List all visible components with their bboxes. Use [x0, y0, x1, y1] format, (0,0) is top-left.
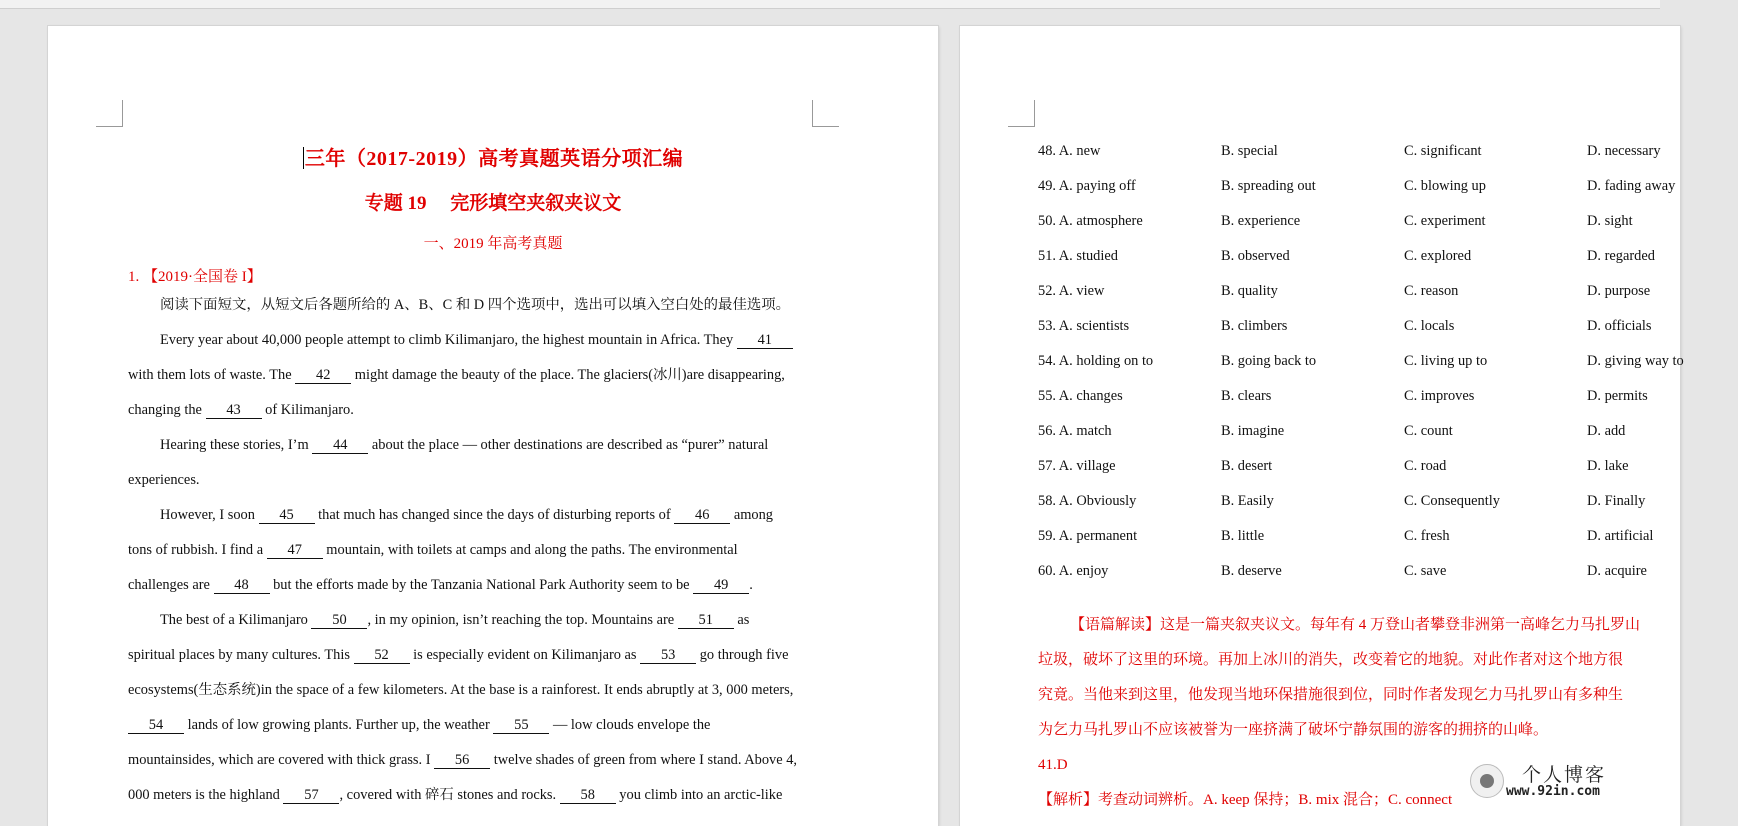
passage-text: experiences.	[128, 472, 200, 488]
passage-text: , in my opinion, isn’t reaching the top. Mountains are	[367, 612, 678, 628]
blank-41: 41	[737, 332, 793, 349]
passage-line	[128, 603, 828, 638]
passage-line	[128, 358, 828, 393]
passage-line	[128, 428, 828, 463]
option-a: 53. A. scientists	[1038, 318, 1130, 334]
watermark-url: www.92in.com	[1506, 784, 1600, 799]
passage-line	[128, 393, 828, 428]
passage-text: might damage the beauty of the place. The glaciers(冰川)are disappearing,	[351, 367, 785, 383]
passage-text: — low clouds envelope the	[549, 717, 711, 733]
passage-text: go through five	[696, 647, 789, 663]
option-c: C. living up to	[1404, 353, 1488, 369]
blank-43: 43	[206, 402, 262, 419]
options-table	[1038, 134, 1738, 589]
blank-53: 53	[640, 647, 696, 664]
option-c: C. experiment	[1404, 213, 1486, 229]
passage-line	[128, 673, 828, 708]
passage-text: changing the	[128, 402, 206, 418]
option-a: 50. A. atmosphere	[1038, 213, 1143, 229]
option-a: 58. A. Obviously	[1038, 493, 1137, 509]
blank-42: 42	[295, 367, 351, 384]
option-row	[1038, 344, 1738, 379]
passage-text: The best of a Kilimanjaro	[160, 612, 312, 628]
watermark-title: 个人博客	[1522, 764, 1607, 786]
question-label: 1. 【2019·全国卷 I】	[128, 269, 262, 285]
option-d: D. officials	[1587, 318, 1652, 334]
section-title: 一、2019 年高考真题	[423, 236, 563, 252]
option-b: B. spreading out	[1221, 178, 1316, 194]
option-row	[1038, 134, 1738, 169]
option-row	[1038, 274, 1738, 309]
option-c: C. reason	[1404, 283, 1459, 299]
blank-45: 45	[259, 507, 315, 524]
passage-text: about the place — other destinations are described as “purer” natural	[368, 437, 769, 453]
margin-mark-top-left	[1008, 100, 1035, 127]
blank-52: 52	[354, 647, 410, 664]
option-c: C. explored	[1404, 248, 1472, 264]
option-a: 52. A. view	[1038, 283, 1105, 299]
option-a: 54. A. holding on to	[1038, 353, 1154, 369]
option-row	[1038, 309, 1738, 344]
passage-line	[128, 778, 828, 813]
option-c: C. save	[1404, 563, 1447, 579]
option-row	[1038, 414, 1738, 449]
passage-text: that much has changed since the days of disturbing reports of	[314, 507, 675, 523]
passage-text: but the efforts made by the Tanzania National Park Authority seem to be	[269, 577, 694, 593]
passage-text: among	[730, 507, 773, 523]
passage-text: with them lots of waste. The	[128, 367, 296, 383]
passage-line	[128, 568, 828, 603]
passage-line	[128, 323, 828, 358]
option-d: D. regarded	[1587, 248, 1655, 264]
option-b: B. experience	[1221, 213, 1301, 229]
option-row	[1038, 239, 1738, 274]
topic-title: 专题 19 完形填空夹叙夹议文	[364, 193, 622, 214]
analysis-line: 垃圾，破坏了这里的环境。再加上冰川的消失，改变着它的地貌。对此作者对这个地方很	[1038, 652, 1624, 668]
option-b: B. little	[1221, 528, 1265, 544]
passage-text: spiritual places by many cultures. This	[128, 647, 354, 663]
blank-57: 57	[283, 787, 339, 804]
option-c: C. road	[1404, 458, 1447, 474]
analysis-line: 为乞力马扎罗山不应该被誉为一座挤满了破坏宁静氛围的游客的拥挤的山峰。	[1038, 722, 1549, 738]
passage-text: ecosystems(生态系统)in the space of a few kilometers. At the base is a rainforest. It ends abruptly at 3, 000 meters,	[128, 682, 794, 698]
blank-50: 50	[311, 612, 367, 629]
option-d: D. giving way to	[1587, 353, 1684, 369]
document-title-text: 三年（2017-2019）高考真题英语分项汇编	[304, 148, 684, 170]
blank-54: 54	[128, 717, 184, 734]
passage-text: .	[749, 577, 753, 593]
margin-mark-top-right	[812, 100, 839, 127]
blank-49: 49	[693, 577, 749, 594]
option-b: B. quality	[1221, 283, 1278, 299]
option-d: D. permits	[1587, 388, 1648, 404]
blank-56: 56	[434, 752, 490, 769]
passage-text: challenges are	[128, 577, 214, 593]
blank-58: 58	[560, 787, 616, 804]
option-d: D. add	[1587, 423, 1626, 439]
passage-text: Hearing these stories, I’m	[160, 437, 313, 453]
option-b: B. Easily	[1221, 493, 1274, 509]
blank-46: 46	[674, 507, 730, 524]
passage-text: , covered with 碎石 stones and rocks.	[339, 787, 560, 803]
option-c: C. fresh	[1404, 528, 1450, 544]
option-d: D. Finally	[1587, 493, 1646, 509]
analysis-line: 究竟。当他来到这里，他发现当地环保措施很到位，同时作者发现乞力马扎罗山有多种生	[1038, 687, 1624, 703]
option-c: C. count	[1404, 423, 1453, 439]
passage-text: as	[733, 612, 750, 628]
passage-line	[128, 463, 828, 498]
option-c: C. significant	[1404, 143, 1482, 159]
margin-mark-top-left	[96, 100, 123, 127]
passage-text: Every year about 40,000 people attempt to climb Kilimanjaro, the highest mountain in Africa. They	[160, 332, 737, 348]
option-b: B. special	[1221, 143, 1278, 159]
blank-51: 51	[678, 612, 734, 629]
passage-line	[128, 708, 828, 743]
passage-text: 000 meters is the highland	[128, 787, 284, 803]
passage-text: lands of low growing plants. Further up, the weather	[184, 717, 494, 733]
passage-text: you climb into an arctic-like	[615, 787, 783, 803]
option-a: 59. A. permanent	[1038, 528, 1138, 544]
option-b: B. imagine	[1221, 423, 1285, 439]
option-c: C. Consequently	[1404, 493, 1500, 509]
option-row	[1038, 204, 1738, 239]
option-d: D. acquire	[1587, 563, 1647, 579]
passage-lines	[128, 323, 828, 813]
option-row	[1038, 169, 1738, 204]
document-page-2[interactable]	[960, 26, 1684, 826]
option-row	[1038, 519, 1738, 554]
passage-line	[128, 533, 828, 568]
option-a: 49. A. paying off	[1038, 178, 1136, 194]
option-a: 55. A. changes	[1038, 388, 1123, 404]
blank-55: 55	[493, 717, 549, 734]
analysis-line: 【解析】考查动词辨析。A. keep 保持；B. mix 混合；C. connect	[1038, 792, 1453, 808]
option-b: B. observed	[1221, 248, 1290, 264]
passage	[128, 288, 828, 813]
option-b: B. clears	[1221, 388, 1272, 404]
analysis-line: 【语篇解读】这是一篇夹叙夹议文。每年有 4 万登山者攀登非洲第一高峰乞力马扎罗山	[1070, 617, 1641, 633]
option-row	[1038, 554, 1738, 589]
option-a: 48. A. new	[1038, 143, 1101, 159]
passage-text: mountainsides, which are covered with thick grass. I	[128, 752, 435, 768]
watermark-logo-icon	[1470, 764, 1504, 798]
option-b: B. going back to	[1221, 353, 1317, 369]
analysis-line: 41.D	[1038, 757, 1068, 773]
option-c: C. blowing up	[1404, 178, 1486, 194]
document-page-1[interactable]	[48, 26, 938, 826]
passage-text: is especially evident on Kilimanjaro as	[409, 647, 641, 663]
option-d: D. sight	[1587, 213, 1633, 229]
passage-line	[128, 498, 828, 533]
passage-line	[128, 638, 828, 673]
option-d: D. lake	[1587, 458, 1629, 474]
blank-44: 44	[312, 437, 368, 454]
option-c: C. locals	[1404, 318, 1455, 334]
passage-text: of Kilimanjaro.	[261, 402, 354, 418]
blank-48: 48	[214, 577, 270, 594]
passage-line	[128, 743, 828, 778]
passage-text: twelve shades of green from where I stand. Above 4,	[490, 752, 798, 768]
option-a: 56. A. match	[1038, 423, 1112, 439]
option-b: B. desert	[1221, 458, 1273, 474]
option-row	[1038, 379, 1738, 414]
document-title	[48, 142, 938, 171]
option-b: B. climbers	[1221, 318, 1288, 334]
option-a: 51. A. studied	[1038, 248, 1118, 264]
blank-47: 47	[267, 542, 323, 559]
watermark	[1470, 760, 1660, 804]
top-ruler	[0, 0, 1660, 9]
instruction-line: 阅读下面短文，从短文后各题所给的 A、B、C 和 D 四个选项中，选出可以填入空白处的最佳选项。	[160, 297, 791, 313]
option-b: B. deserve	[1221, 563, 1282, 579]
text-cursor	[303, 147, 304, 169]
option-row	[1038, 484, 1738, 519]
option-row	[1038, 449, 1738, 484]
option-c: C. improves	[1404, 388, 1475, 404]
option-d: D. necessary	[1587, 143, 1661, 159]
passage-text: However, I soon	[160, 507, 259, 523]
passage-text: mountain, with toilets at camps and along the paths. The environmental	[322, 542, 738, 558]
option-d: D. artificial	[1587, 528, 1654, 544]
option-d: D. fading away	[1587, 178, 1676, 194]
passage-text: tons of rubbish. I find a	[128, 542, 267, 558]
option-d: D. purpose	[1587, 283, 1651, 299]
option-a: 57. A. village	[1038, 458, 1116, 474]
option-a: 60. A. enjoy	[1038, 563, 1109, 579]
